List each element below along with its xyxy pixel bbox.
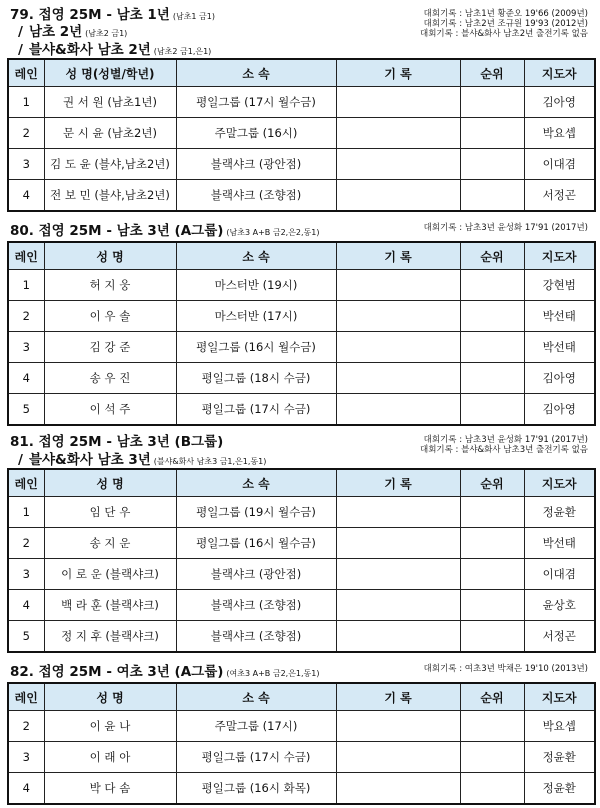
club-header: 소 속: [176, 683, 336, 711]
name-cell: 임 단 우: [44, 497, 176, 528]
lane-cell: 4: [8, 773, 44, 805]
name-cell: 이 윤 나: [44, 711, 176, 742]
club-cell: 평일그룹 (16시 월수금): [176, 332, 336, 363]
name-cell: 전 보 민 (블샤,남초2년): [44, 180, 176, 212]
rank-cell: [460, 301, 524, 332]
club-cell: 주말그룹 (16시): [176, 118, 336, 149]
record-cell: [336, 149, 460, 180]
record-cell: [336, 528, 460, 559]
record-header: 기 록: [336, 469, 460, 497]
club-cell: 블랙샤크 (조향점): [176, 621, 336, 653]
coach-cell: 정윤환: [524, 773, 595, 805]
lane-header: 레인: [8, 683, 44, 711]
header-row: [8, 242, 595, 270]
name-header: 성 명: [44, 683, 176, 711]
club-cell: 주말그룹 (17시): [176, 711, 336, 742]
lane-cell: 1: [8, 497, 44, 528]
table-row: [8, 528, 595, 559]
record-notes: [420, 9, 588, 39]
header-row: [8, 59, 595, 87]
table-row: [8, 590, 595, 621]
record-header: 기 록: [336, 59, 460, 87]
heat-table: [7, 241, 596, 426]
record-cell: [336, 621, 460, 653]
lane-cell: 4: [8, 590, 44, 621]
heat-table: [7, 682, 596, 805]
record-cell: [336, 118, 460, 149]
name-cell: 김 도 윤 (블샤,남초2년): [44, 149, 176, 180]
meet-record: 대회기록 : 남초2년 조규원 19'93 (2012년): [423, 19, 588, 29]
name-cell: 이 래 아: [44, 742, 176, 773]
record-header: 기 록: [336, 683, 460, 711]
lane-cell: 4: [8, 363, 44, 394]
header-row: [8, 683, 595, 711]
coach-cell: 김아영: [524, 87, 595, 118]
record-cell: [336, 394, 460, 426]
table-row: [8, 711, 595, 742]
name-cell: 권 서 원 (남초1년): [44, 87, 176, 118]
rank-cell: [460, 363, 524, 394]
coach-cell: 서정곤: [524, 180, 595, 212]
coach-cell: 강현범: [524, 270, 595, 301]
event-note: (남초2 금1): [85, 29, 128, 38]
club-cell: 평일그룹 (16시 월수금): [176, 528, 336, 559]
heat-table: [7, 58, 596, 212]
record-notes: [424, 223, 588, 233]
club-cell: 평일그룹 (17시 수금): [176, 394, 336, 426]
rank-cell: [460, 270, 524, 301]
event-subtitle-text: 블샤&화사 남초 3년: [28, 452, 151, 468]
rank-header: 순위: [460, 469, 524, 497]
table-row: [8, 118, 595, 149]
lane-cell: 2: [8, 711, 44, 742]
table-row: [8, 394, 595, 426]
table-row: [8, 363, 595, 394]
record-cell: [336, 742, 460, 773]
rank-cell: [460, 497, 524, 528]
coach-cell: 박선태: [524, 528, 595, 559]
table-row: [8, 87, 595, 118]
event-title-text: 81. 접영 25M - 남초 3년 (B그룹): [10, 434, 224, 450]
club-cell: 마스터반 (19시): [176, 270, 336, 301]
coach-header: 지도자: [524, 469, 595, 497]
record-cell: [336, 590, 460, 621]
event-title: [10, 660, 320, 680]
coach-cell: 박요셉: [524, 711, 595, 742]
lane-cell: 5: [8, 394, 44, 426]
record-cell: [336, 363, 460, 394]
event-title: [10, 219, 320, 239]
meet-record: 대회기록 : 남초1년 황준오 19'66 (2009년): [423, 9, 588, 19]
club-cell: 평일그룹 (19시 월수금): [176, 497, 336, 528]
club-cell: 블랙샤크 (광안점): [176, 559, 336, 590]
lane-header: 레인: [8, 59, 44, 87]
record-cell: [336, 497, 460, 528]
table-row: [8, 332, 595, 363]
rank-header: 순위: [460, 242, 524, 270]
record-cell: [336, 180, 460, 212]
table-row: [8, 497, 595, 528]
club-header: 소 속: [176, 469, 336, 497]
coach-cell: 김아영: [524, 363, 595, 394]
coach-cell: 서정곤: [524, 621, 595, 653]
club-cell: 평일그룹 (17시 월수금): [176, 87, 336, 118]
record-cell: [336, 87, 460, 118]
coach-cell: 윤상호: [524, 590, 595, 621]
table-row: [8, 559, 595, 590]
event-subtitle: [18, 20, 127, 40]
coach-cell: 이대겸: [524, 559, 595, 590]
rank-cell: [460, 394, 524, 426]
event-subtitle: [18, 448, 266, 468]
coach-cell: 박선태: [524, 301, 595, 332]
name-cell: 이 석 주: [44, 394, 176, 426]
lane-cell: 2: [8, 528, 44, 559]
event-subtitle-text: 남초 2년: [28, 24, 83, 40]
rank-cell: [460, 118, 524, 149]
event-subtitle-text: 블샤&화사 남초 2년: [28, 42, 151, 58]
coach-header: 지도자: [524, 683, 595, 711]
record-cell: [336, 773, 460, 805]
name-cell: 정 지 후 (블랙샤크): [44, 621, 176, 653]
record-cell: [336, 711, 460, 742]
rank-header: 순위: [460, 59, 524, 87]
table-row: [8, 301, 595, 332]
club-cell: 블랙샤크 (광안점): [176, 149, 336, 180]
lane-cell: 3: [8, 332, 44, 363]
coach-cell: 이대겸: [524, 149, 595, 180]
club-header: 소 속: [176, 59, 336, 87]
lane-cell: 3: [8, 742, 44, 773]
rank-cell: [460, 332, 524, 363]
club-cell: 평일그룹 (17시 수금): [176, 742, 336, 773]
coach-header: 지도자: [524, 59, 595, 87]
name-cell: 이 로 운 (블랙샤크): [44, 559, 176, 590]
record-cell: [336, 301, 460, 332]
club-cell: 마스터반 (17시): [176, 301, 336, 332]
heat-table: [7, 468, 596, 653]
record-cell: [336, 559, 460, 590]
event-title-text: 80. 접영 25M - 남초 3년 (A그룹): [10, 223, 224, 239]
club-cell: 평일그룹 (16시 화목): [176, 773, 336, 805]
name-header: 성 명(성별/학년): [44, 59, 176, 87]
event-title-text: 82. 접영 25M - 여초 3년 (A그룹): [10, 664, 224, 680]
table-row: [8, 270, 595, 301]
club-cell: 블랙샤크 (조향점): [176, 180, 336, 212]
event-82: [0, 654, 600, 808]
coach-cell: 김아영: [524, 394, 595, 426]
record-cell: [336, 332, 460, 363]
slash-mark: /: [18, 42, 23, 58]
name-cell: 송 우 진: [44, 363, 176, 394]
coach-cell: 정윤환: [524, 497, 595, 528]
event-81: [0, 426, 600, 654]
rank-cell: [460, 559, 524, 590]
lane-cell: 3: [8, 149, 44, 180]
event-79: [0, 0, 600, 220]
table-row: [8, 621, 595, 653]
lane-cell: 1: [8, 270, 44, 301]
name-cell: 김 강 준: [44, 332, 176, 363]
lane-cell: 2: [8, 301, 44, 332]
name-cell: 박 다 솜: [44, 773, 176, 805]
club-cell: 블랙샤크 (조향점): [176, 590, 336, 621]
record-cell: [336, 270, 460, 301]
name-cell: 문 시 윤 (남초2년): [44, 118, 176, 149]
meet-record: 대회기록 : 블샤&화사 남초3년 출전기록 없음: [420, 445, 588, 455]
rank-cell: [460, 711, 524, 742]
rank-cell: [460, 87, 524, 118]
record-notes: [424, 664, 588, 674]
record-notes: [420, 435, 588, 455]
name-cell: 송 지 운: [44, 528, 176, 559]
header-row: [8, 469, 595, 497]
event-80: [0, 213, 600, 423]
meet-record: 대회기록 : 남초3년 윤성화 17'91 (2017년): [423, 223, 588, 233]
record-header: 기 록: [336, 242, 460, 270]
table-row: [8, 773, 595, 805]
rank-cell: [460, 742, 524, 773]
slash-mark: /: [18, 452, 23, 468]
rank-cell: [460, 621, 524, 653]
table-row: [8, 742, 595, 773]
event-subtitle: [18, 38, 211, 58]
event-note: (남초1 금1): [172, 12, 215, 21]
rank-header: 순위: [460, 683, 524, 711]
club-header: 소 속: [176, 242, 336, 270]
event-title-text: 79. 접영 25M - 남초 1년: [10, 7, 170, 23]
lane-cell: 5: [8, 621, 44, 653]
meet-record: 대회기록 : 여초3년 박채은 19'10 (2013년): [423, 664, 588, 674]
lane-cell: 1: [8, 87, 44, 118]
table-row: [8, 149, 595, 180]
lane-header: 레인: [8, 242, 44, 270]
rank-cell: [460, 180, 524, 212]
name-cell: 허 지 웅: [44, 270, 176, 301]
name-header: 성 명: [44, 242, 176, 270]
lane-header: 레인: [8, 469, 44, 497]
event-note: (여초3 A+B 금2,은1,동1): [226, 669, 320, 678]
name-header: 성 명: [44, 469, 176, 497]
name-cell: 이 우 솔: [44, 301, 176, 332]
club-cell: 평일그룹 (18시 수금): [176, 363, 336, 394]
event-title: [10, 430, 223, 450]
name-cell: 백 라 훈 (블랙샤크): [44, 590, 176, 621]
rank-cell: [460, 149, 524, 180]
table-row: [8, 180, 595, 212]
rank-cell: [460, 590, 524, 621]
coach-header: 지도자: [524, 242, 595, 270]
meet-record: 대회기록 : 남초3년 윤성화 17'91 (2017년): [423, 435, 588, 445]
slash-mark: /: [18, 24, 23, 40]
coach-cell: 박요셉: [524, 118, 595, 149]
rank-cell: [460, 528, 524, 559]
lane-cell: 4: [8, 180, 44, 212]
event-note: (남초2 금1,은1): [153, 47, 212, 56]
lane-cell: 2: [8, 118, 44, 149]
meet-record: 대회기록 : 블샤&화사 남초2년 출전기록 없음: [420, 29, 588, 39]
event-note: (남초3 A+B 금2,은2,동1): [226, 228, 320, 237]
event-note: (블샤&화사 남초3 금1,은1,동1): [153, 457, 267, 466]
coach-cell: 박선태: [524, 332, 595, 363]
lane-cell: 3: [8, 559, 44, 590]
coach-cell: 정윤환: [524, 742, 595, 773]
rank-cell: [460, 773, 524, 805]
